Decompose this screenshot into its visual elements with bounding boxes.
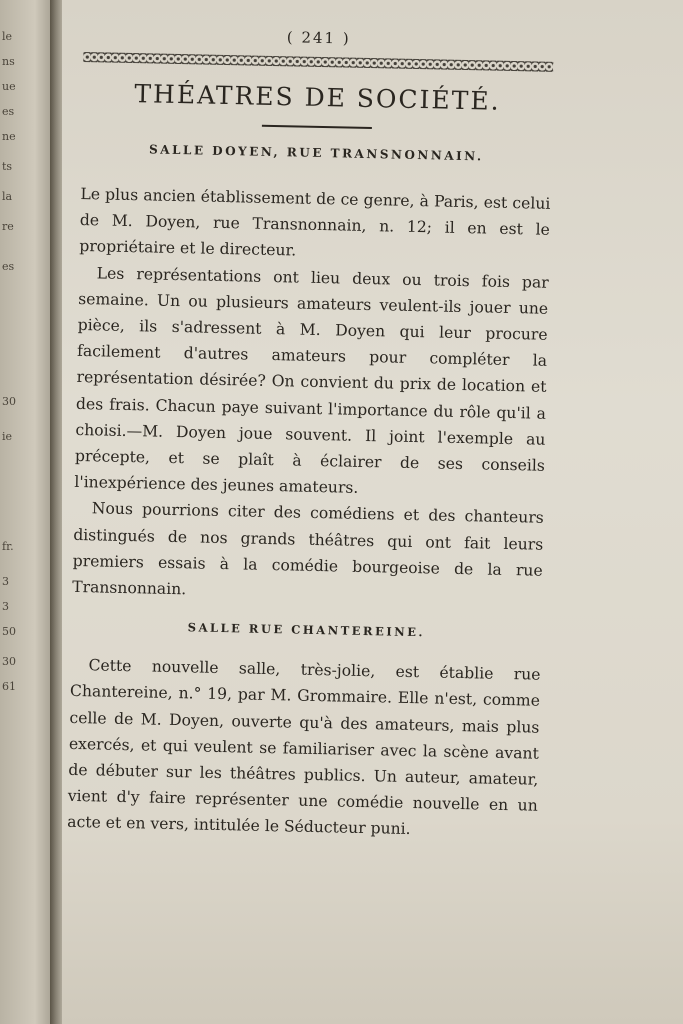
left-page-text-fragment: la [2,190,13,203]
page-title: THÉATRES DE SOCIÉTÉ. [134,79,501,116]
left-page-text-fragment: 61 [2,680,16,693]
left-page-text-fragment: ie [2,430,13,443]
left-page-text-fragment: ts [2,160,13,173]
left-page-text-fragment: ue [2,80,16,93]
left-page-text-fragment: ne [2,130,16,143]
left-page-text-fragment: le [2,30,13,43]
left-page-text-fragment: ns [2,55,15,68]
page-content [67,24,554,845]
left-page-text-fragment: es [2,105,15,118]
title-rule [262,125,372,129]
page-number: ( 241 ) [286,28,351,48]
left-page-text-fragment: 30 [2,395,16,408]
left-page-text-fragment: 50 [2,625,16,638]
left-page-text-fragment: fr. [2,540,14,553]
section-heading-chantereine: SALLE RUE CHANTEREINE. [187,620,426,640]
paragraph: Le plus ancien établissement de ce genre, à Paris, est celui de M. Doyen, rue Transnonnain, n. 12; il en est le propriétaire et le directeur. [79,184,551,260]
paragraph: Cette nouvelle salle, très-jolie, est établie rue Chantereine, n.° 19, par M. Grommaire. Elle n'est, comme celle de M. Doyen, ouverte qu'à des amateurs, mais plus exercés, et qui veulent se familiariser avec la scène avant de débuter sur les théâtres publics. Un auteur, amateur, vient d'y faire représenter une comédie nouvelle en un acte et en vers, intitulée le Séducteur puni. [67,656,541,839]
left-page-text-fragment: es [2,260,15,273]
paragraph: Nous pourrions citer des comédiens et des chanteurs distingués de nos grands théâtres qui ont fait leurs premiers essais à la comédie bourgeoise de la rue Transnonnain. [72,499,544,599]
paragraph: Les représentations ont lieu deux ou trois fois par semaine. Un ou plusieurs amateurs veulent-ils jouer une pièce, ils s'adressent à M. Doyen qui leur procure facilement d'autres amateurs pour compléter la représentation désirée? On convient du prix de location et des frais. Chacun paye suivant l'importance du rôle qu'il a choisi.—M. Doyen joue souvent. Il joint l'exemple au précepte, et se plaît à éclairer de ses conseils l'inexpérience des jeunes amateurs. [74,263,549,498]
left-page-text-fragment: re [2,220,14,233]
wavy-rule [83,52,553,72]
left-page-text-fragment: 3 [2,575,9,588]
left-page-text-fragment: 30 [2,655,16,668]
section-heading-doyen: SALLE DOYEN, RUE TRANSNONNAIN. [148,142,484,164]
left-page-text-fragment: 3 [2,600,9,613]
right-page [62,0,683,1024]
